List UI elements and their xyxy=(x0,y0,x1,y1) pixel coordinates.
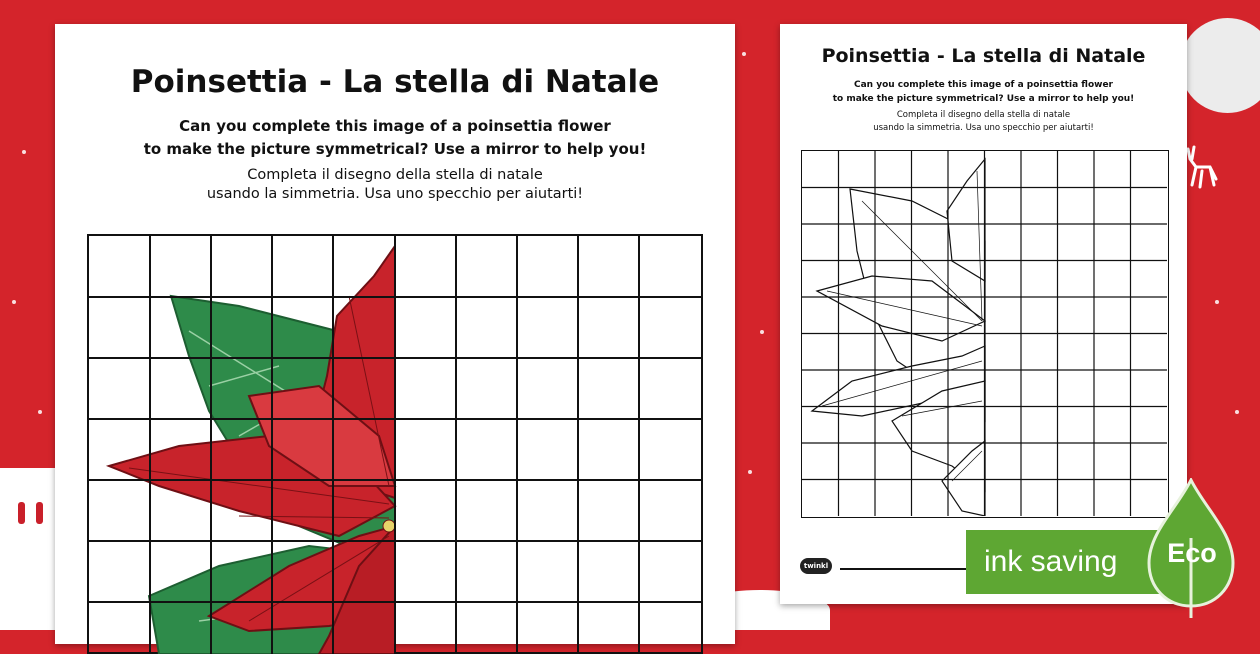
instruction-en-line-2: to make the picture symmetrical? Use a mirror to help you! xyxy=(143,140,647,158)
symmetry-grid-small xyxy=(801,150,1169,518)
ink-saving-badge: ink saving xyxy=(966,530,1170,594)
instruction-en-line-2-small: to make the picture symmetrical? Use a mirror to help you! xyxy=(832,94,1135,104)
poinsettia-colour-illustration xyxy=(89,236,701,654)
symmetry-grid xyxy=(87,234,703,654)
house-window xyxy=(18,502,25,524)
snow-speck xyxy=(742,52,746,56)
snow-speck xyxy=(1215,300,1219,304)
snowy-house xyxy=(0,468,60,630)
twinkl-logo: twinkl xyxy=(800,558,832,574)
instruction-it-line-1-small: Completa il disegno della stella di natale xyxy=(896,110,1071,120)
worksheet-back xyxy=(780,24,1187,604)
instruction-en-line-1: Can you complete this image of a poinsettia flower xyxy=(179,117,611,135)
eco-label: Eco xyxy=(1167,538,1217,568)
worksheet-front xyxy=(55,24,735,644)
house-window xyxy=(36,502,43,524)
instruction-it-line-1: Completa il disegno della stella di natale xyxy=(247,167,543,183)
snow-speck xyxy=(1235,410,1239,414)
snow-speck xyxy=(22,150,26,154)
snow-speck xyxy=(12,300,16,304)
poinsettia-outline-illustration xyxy=(802,151,1167,516)
instruction-it-line-2: usando la simmetria. Usa uno specchio per aiutarti! xyxy=(206,186,584,202)
moon-icon xyxy=(1180,18,1260,113)
page-title: Poinsettia - La stella di Natale xyxy=(130,64,660,100)
snow-speck xyxy=(748,470,752,474)
page-title-small: Poinsettia - La stella di Natale xyxy=(821,45,1146,67)
snow-speck xyxy=(760,330,764,334)
snow-speck xyxy=(38,410,42,414)
instruction-it-line-2-small: usando la simmetria. Usa uno specchio per aiutarti! xyxy=(873,123,1094,133)
instruction-en-line-1-small: Can you complete this image of a poinsettia flower xyxy=(853,80,1113,90)
